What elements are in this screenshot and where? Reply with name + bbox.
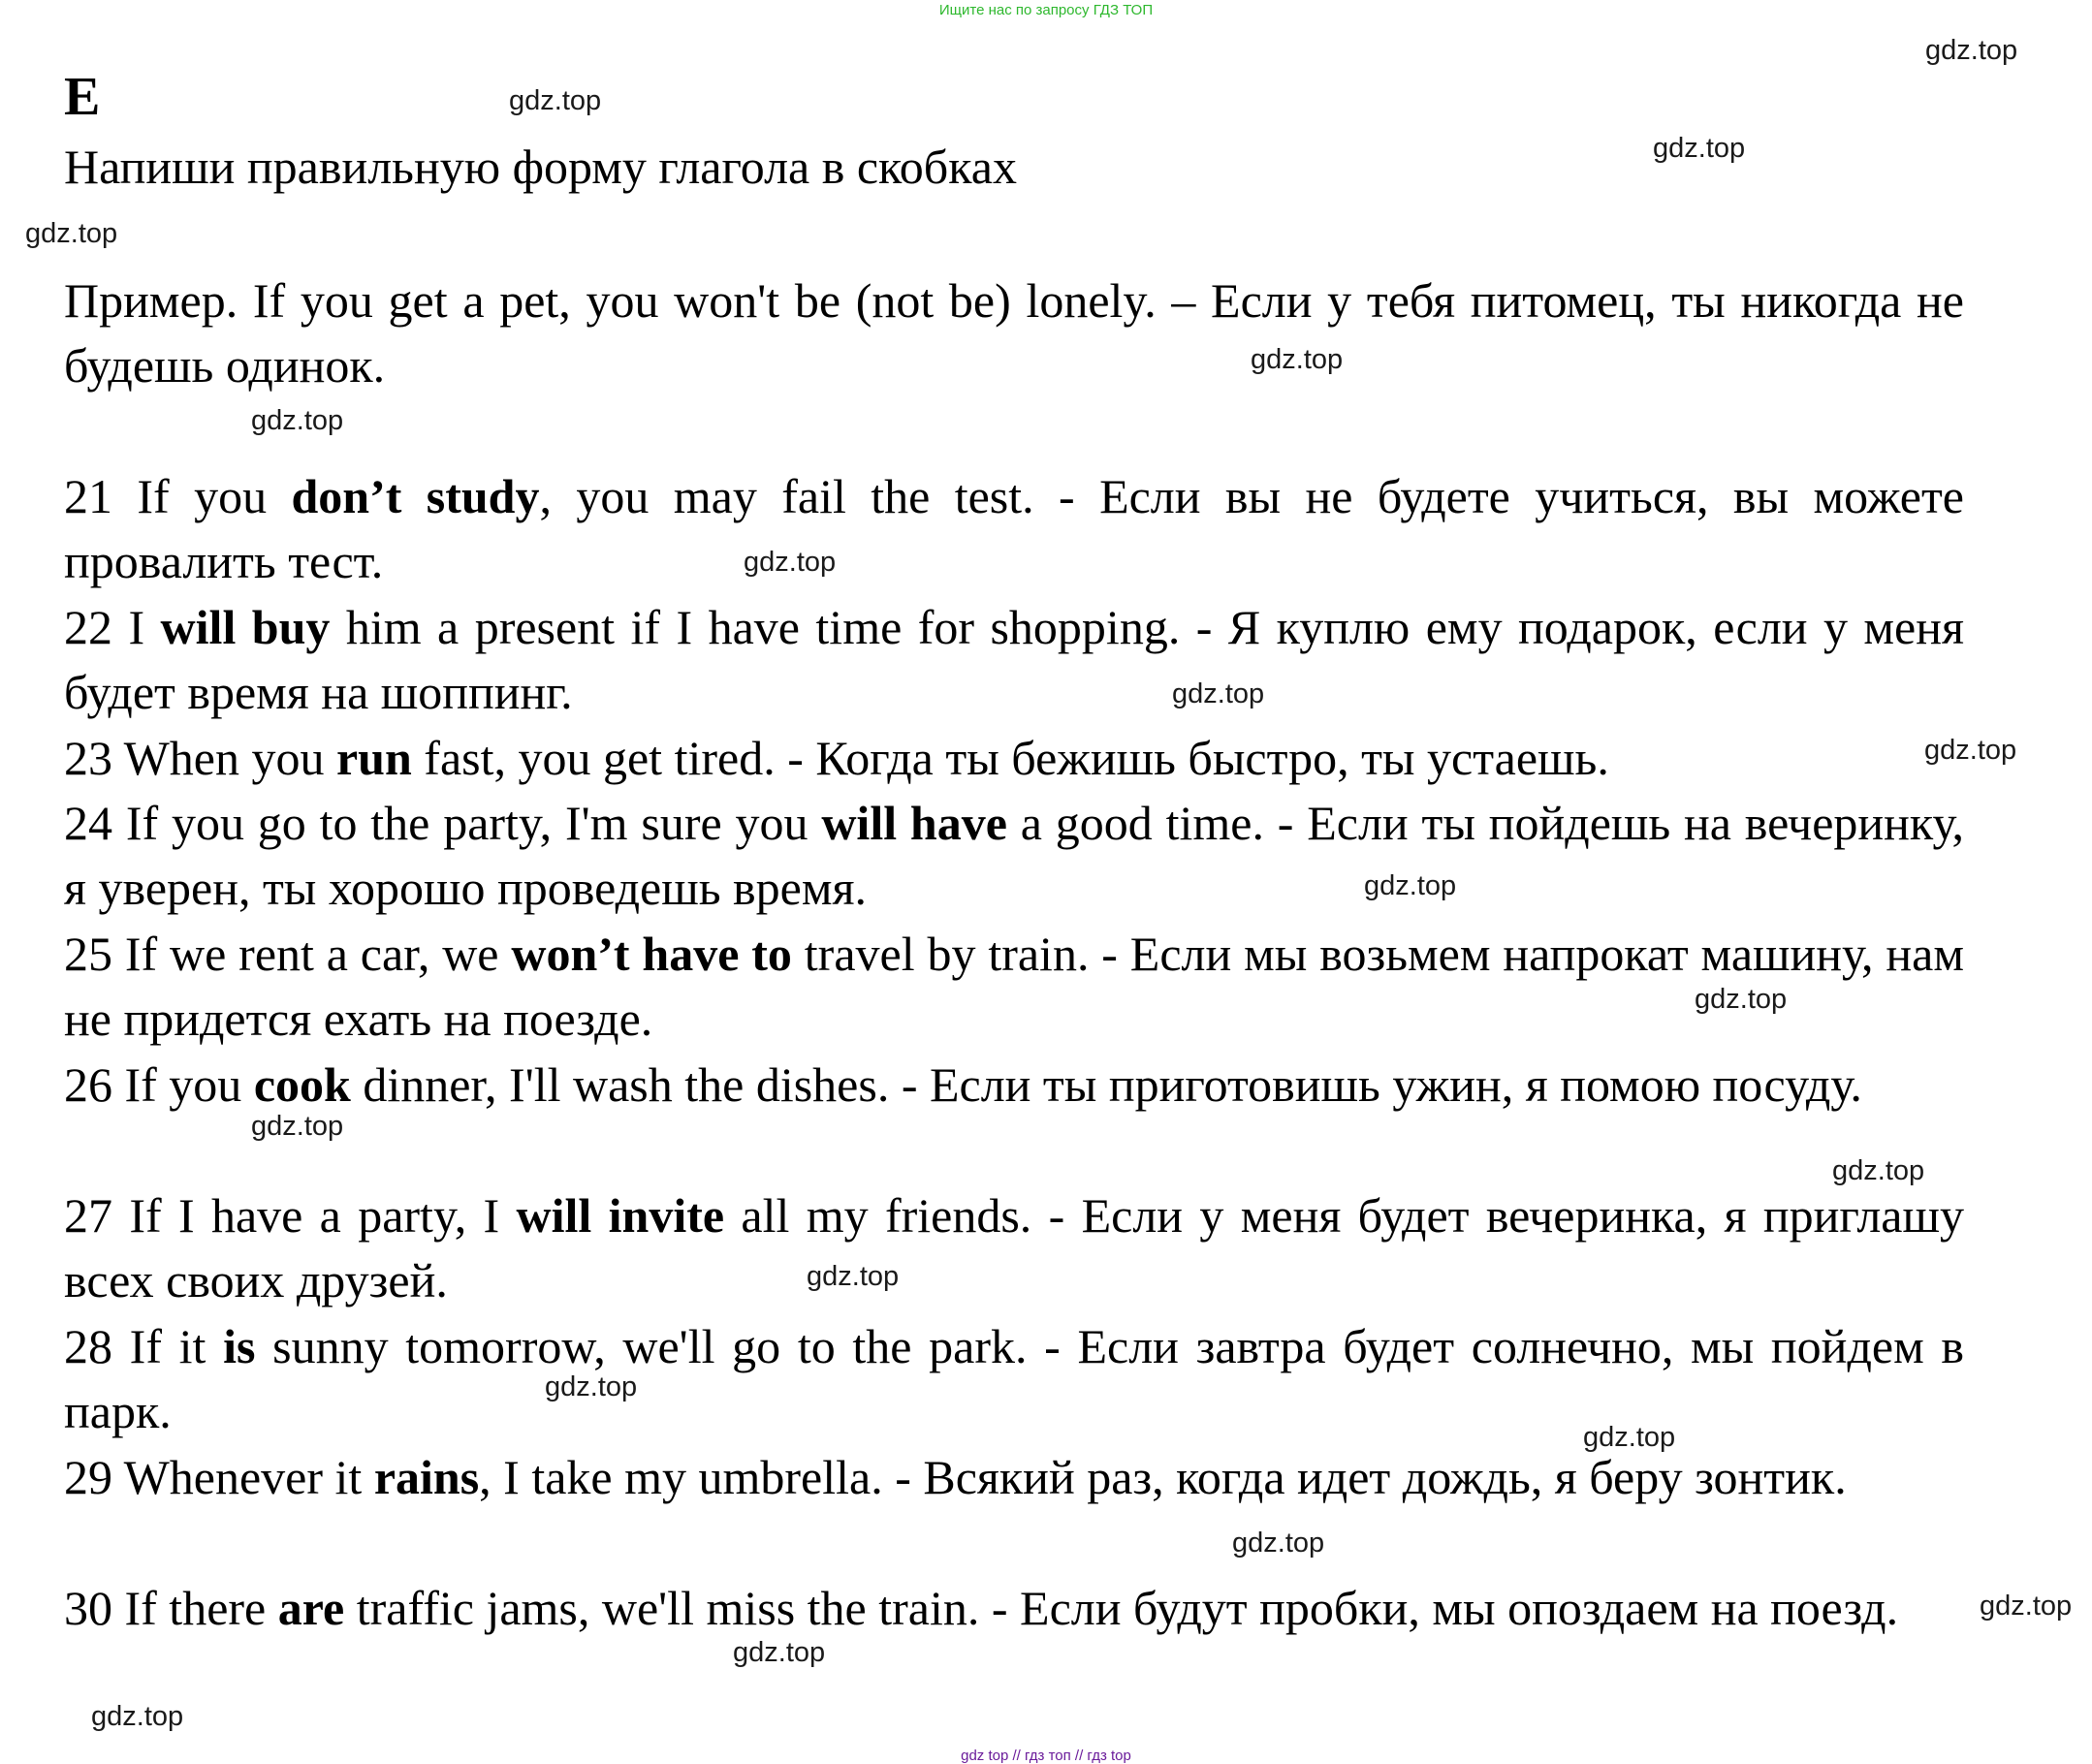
answer-verb: will buy: [160, 600, 331, 654]
watermark: gdz.top: [1832, 1155, 1925, 1186]
watermark: gdz.top: [1695, 984, 1788, 1015]
exercise-item-23: 23 When you run fast, you get tired. - Когда ты бежишь быстро, ты устаешь.: [64, 731, 1609, 785]
exercise-item-27: 27 If I have a party, I will invite all my friends. - Если у меня будет вечеринка, я приглашу всех своих друзей.: [64, 1188, 1965, 1307]
watermark: gdz.top: [25, 218, 118, 249]
answer-verb: cook: [253, 1057, 351, 1112]
watermark: gdz.top: [744, 547, 837, 578]
exercise-item-30: 30 If there are traffic jams, we'll miss the train. - Если будут пробки, мы опоздаем на поезд.: [64, 1581, 1899, 1635]
watermark: gdz.top: [733, 1637, 826, 1668]
answer-verb: will invite: [516, 1188, 725, 1243]
top-banner[interactable]: Ищите нас по запросу ГДЗ ТОП: [938, 2, 1154, 18]
footer-links[interactable]: gdz top // гдз топ // гдз top: [961, 1748, 1131, 1764]
answer-verb: rains: [373, 1450, 480, 1504]
exercise-item-28: 28 If it is sunny tomorrow, we'll go to the park. - Если завтра будет солнечно, мы пойдем в парк.: [64, 1319, 1964, 1438]
exercise-item-22: 22 I will buy him a present if I have time for shopping. - Я куплю ему подарок, если у меня будет время на шоппинг.: [64, 600, 1964, 719]
watermark: gdz.top: [1232, 1528, 1325, 1559]
section-letter: E: [64, 67, 101, 127]
exercise-item-24: 24 If you go to the party, I'm sure you will have a good time. - Если ты пойдешь на вечеринку, я уверен, ты хорошо проведешь время.: [64, 796, 1964, 915]
watermark: gdz.top: [509, 85, 602, 116]
watermark: gdz.top: [251, 405, 344, 436]
watermark: gdz.top: [1925, 35, 2018, 66]
answer-verb: don’t study: [291, 469, 540, 523]
watermark: gdz.top: [1653, 133, 1746, 164]
exercise-item-21: 21 If you don’t study, you may fail the test. - Если вы не будете учиться, вы можете провалить тест.: [64, 469, 1964, 588]
exercise-item-29: 29 Whenever it rains, I take my umbrella. - Всякий раз, когда идет дождь, я беру зонтик.: [64, 1450, 1847, 1504]
watermark: gdz.top: [1924, 735, 2017, 766]
watermark: gdz.top: [91, 1701, 184, 1732]
watermark: gdz.top: [1172, 678, 1265, 709]
exercise-item-25: 25 If we rent a car, we won’t have to travel by train. - Если мы возьмем напрокат машину, нам не придется ехать на поезде.: [64, 927, 1964, 1046]
watermark: gdz.top: [807, 1261, 900, 1292]
answer-verb: run: [335, 731, 412, 785]
instruction-heading: Напиши правильную форму глагола в скобках: [64, 140, 1017, 194]
answer-verb: are: [277, 1581, 345, 1635]
watermark: gdz.top: [545, 1371, 638, 1402]
watermark: gdz.top: [251, 1111, 344, 1142]
example-sentence: Пример. If you get a pet, you won't be (not be) lonely. – Если у тебя питомец, ты никогда не будешь одинок.: [64, 273, 1964, 393]
watermark: gdz.top: [1583, 1422, 1676, 1453]
watermark: gdz.top: [1251, 344, 1344, 375]
watermark: gdz.top: [1364, 870, 1457, 901]
answer-verb: won’t have to: [511, 927, 792, 981]
watermark: gdz.top: [1980, 1591, 2073, 1622]
answer-verb: is: [223, 1319, 256, 1373]
exercise-item-26: 26 If you cook dinner, I'll wash the dishes. - Если ты приготовишь ужин, я помою посуду.: [64, 1057, 1862, 1112]
answer-verb: will have: [821, 796, 1007, 850]
